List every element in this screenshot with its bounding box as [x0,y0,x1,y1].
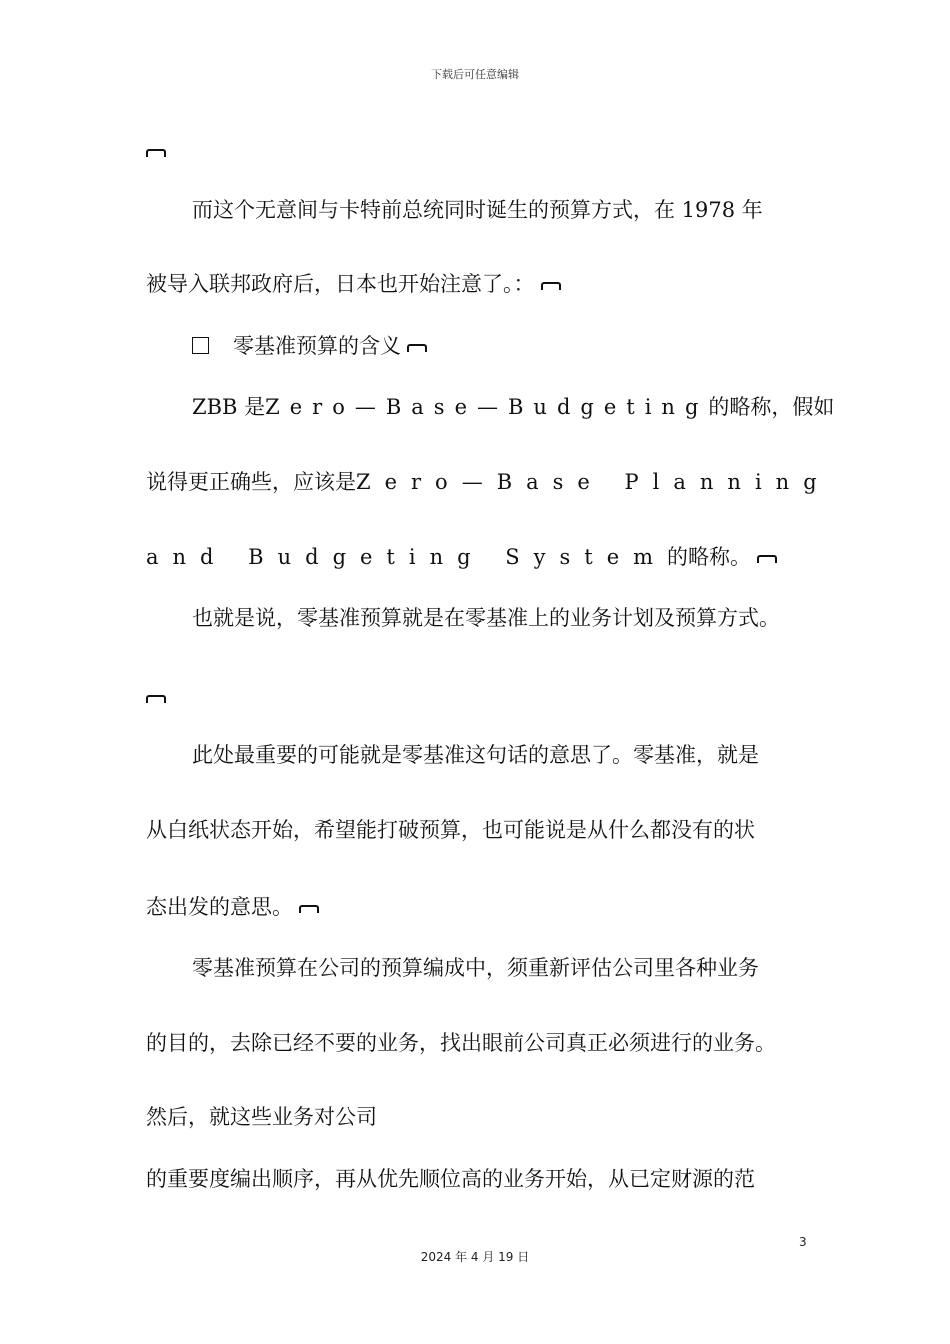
paragraph-2-line-2 [146,469,831,495]
page-header: 下载后可任意编辑 [431,68,519,81]
paragraph-2-line-3 [146,544,777,570]
zbps-name-part-2: and Budgeting System [146,545,668,569]
paragraph-mark-icon [407,344,427,352]
paragraph-1-line-2 [146,271,561,297]
paragraph-mark-icon [146,695,166,703]
paragraph-5-line-1: 零基准预算在公司的预算编成中，须重新评估公司里各种业务 [192,956,759,980]
page-footer-date: 2024 年 4 月 19 日 [420,1250,530,1264]
zbps-name-part-1: Zero—Base Planning [356,470,831,494]
paragraph-1-line-1: 而这个无意间与卡特前总统同时诞生的预算方式，在 1978 年 [192,198,763,222]
paragraph-2-line-1-tail: 的略称，假如 [708,395,835,419]
paragraph-mark-icon [757,555,777,563]
zbb-full-name: Zero—Base—Budgeting [265,395,709,419]
section-heading [192,333,427,359]
paragraph-4-line-3 [146,894,319,920]
paragraph-2-line-2-text: 说得更正确些，应该是 [146,470,356,494]
paragraph-4-line-1: 此处最重要的可能就是零基准这句话的意思了。零基准，就是 [192,743,759,767]
paragraph-mark-icon [541,282,561,290]
paragraph-3-line-1: 也就是说，零基准预算就是在零基准上的业务计划及预算方式。 [192,606,780,630]
paragraph-2-line-3-tail: 的略称。 [667,545,752,569]
paragraph-mark-icon [146,149,166,157]
paragraph-mark-icon [299,905,319,913]
page-number: 3 [799,1235,807,1249]
zbb-prefix: ZBB 是 [192,395,266,419]
paragraph-2-line-1 [192,394,834,420]
paragraph-4-line-3-text: 态出发的意思。 [146,895,293,919]
paragraph-5-line-3: 然后，就这些业务对公司 [146,1105,377,1129]
section-heading-text: 零基准预算的含义 [233,334,401,358]
paragraph-5-line-2: 的目的，去除已经不要的业务，找出眼前公司真正必须进行的业务。 [146,1031,776,1055]
paragraph-4-line-2: 从白纸状态开始，希望能打破预算，也可能说是从什么都没有的状 [146,818,755,842]
paragraph-5-line-4: 的重要度编出顺序，再从优先顺位高的业务开始，从已定财源的范 [146,1167,755,1191]
checkbox-icon [192,337,209,354]
paragraph-1-line-2-text: 被导入联邦政府后，日本也开始注意了。： [146,272,535,296]
